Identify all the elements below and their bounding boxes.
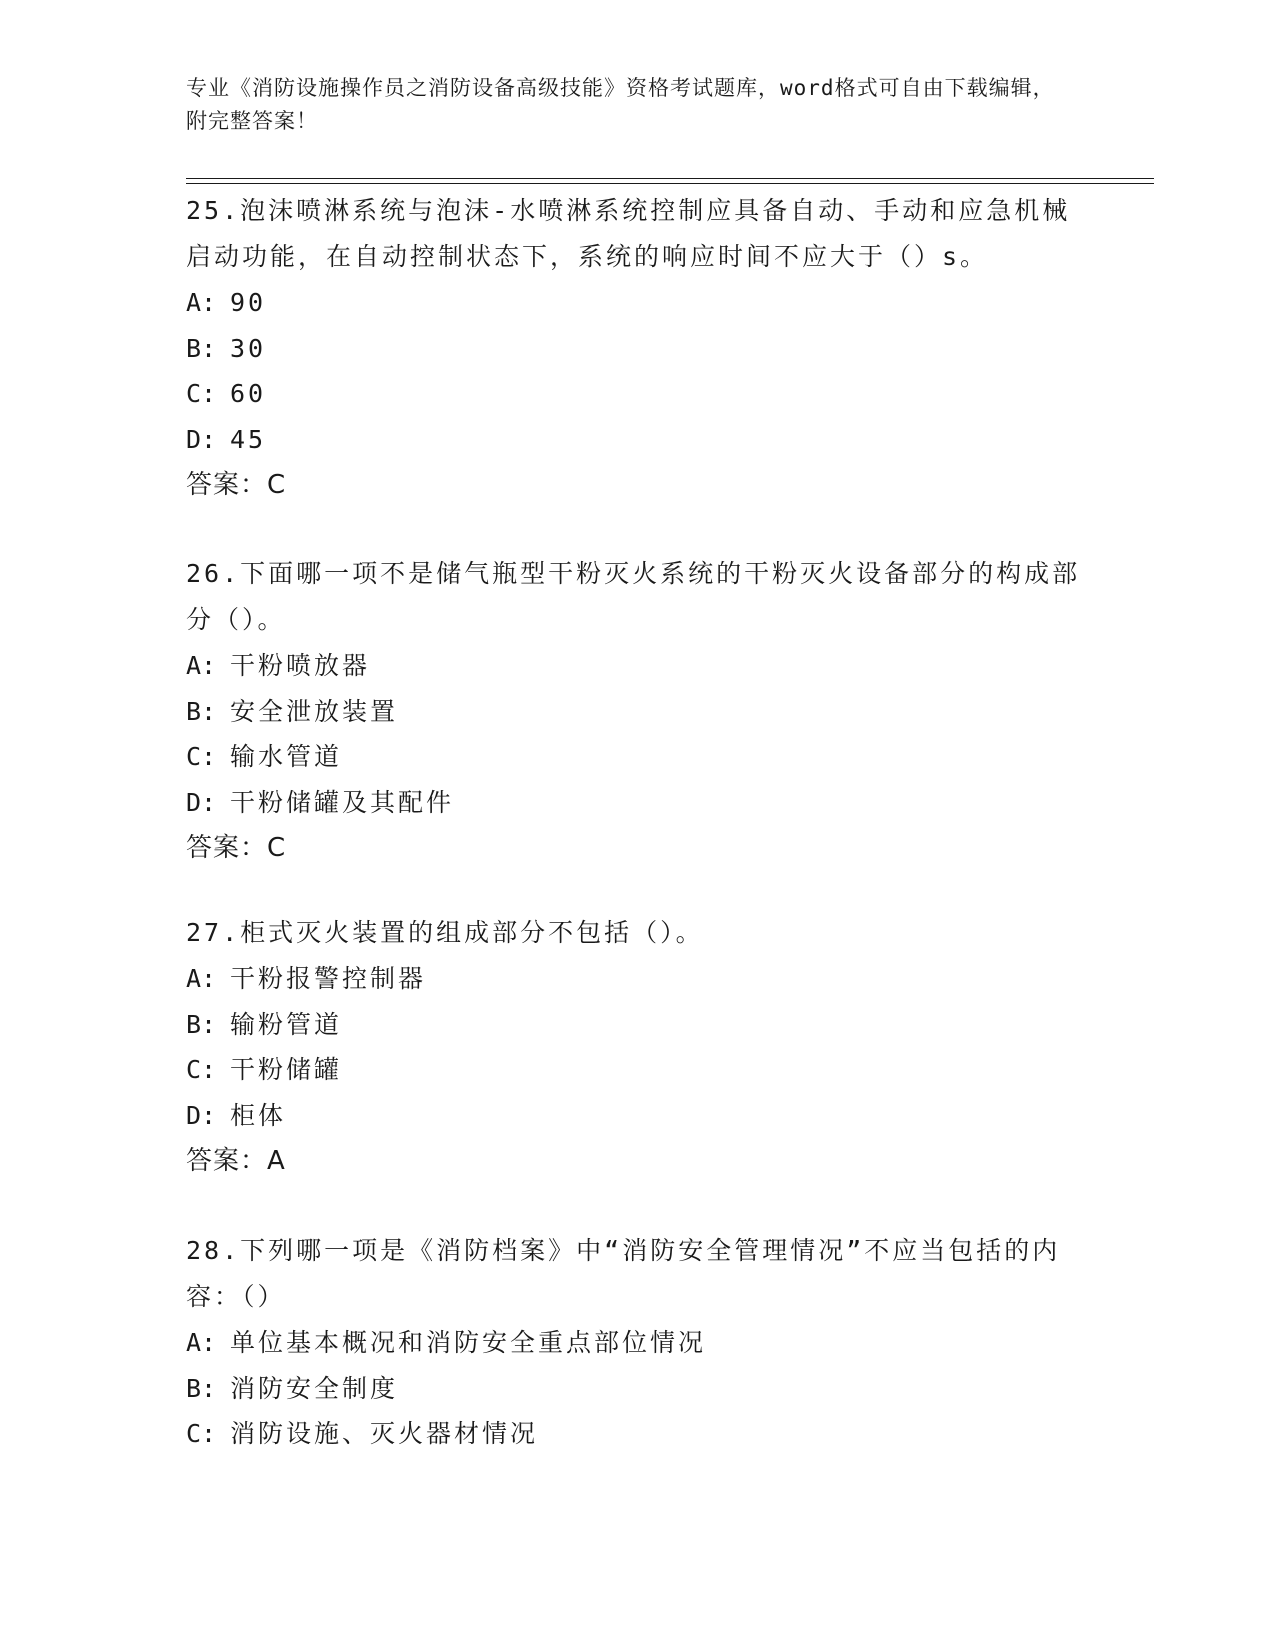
option-text: 柜体 xyxy=(230,1100,287,1130)
question-27 xyxy=(186,910,1086,1184)
option-text: 干粉喷放器 xyxy=(230,651,371,680)
answer-line xyxy=(186,1138,1086,1184)
option-letter: B: xyxy=(186,1009,217,1039)
answer-line xyxy=(186,825,1086,871)
document-header: 专业《消防设施操作员之消防设备高级技能》资格考试题库，word格式可自由下载编辑，附完整答案！ xyxy=(186,76,1055,133)
option-letter: D: xyxy=(186,1100,217,1130)
option-c xyxy=(186,1047,1086,1093)
option-a xyxy=(186,956,1086,1002)
option-letter: B: xyxy=(186,696,217,726)
option-d xyxy=(186,1093,1086,1139)
question-25 xyxy=(186,188,1086,508)
option-letter: C: xyxy=(186,379,217,408)
option-b xyxy=(186,1366,1086,1412)
option-text: 消防设施、灭火器材情况 xyxy=(230,1419,539,1448)
option-letter: A: xyxy=(186,288,217,317)
question-stem: 27.柜式灭火装置的组成部分不包括（）。 xyxy=(186,918,704,947)
option-b xyxy=(186,689,1086,735)
option-b xyxy=(186,1002,1086,1048)
option-text: 安全泄放装置 xyxy=(230,696,399,726)
answer-line xyxy=(186,462,1086,508)
option-text: 单位基本概况和消防安全重点部位情况 xyxy=(230,1328,707,1357)
option-letter: A: xyxy=(186,651,217,680)
header-divider-top xyxy=(186,178,1154,179)
header-divider-bottom xyxy=(186,183,1154,184)
answer-label: 答案： xyxy=(186,833,268,863)
answer-label: 答案： xyxy=(186,1146,268,1176)
option-c xyxy=(186,1411,1086,1457)
option-c xyxy=(186,734,1086,780)
answer-value: C xyxy=(267,833,287,863)
question-26 xyxy=(186,551,1086,871)
option-text: 30 xyxy=(230,333,267,363)
option-letter: C: xyxy=(186,1055,217,1084)
option-letter: A: xyxy=(186,964,217,993)
option-text: 输粉管道 xyxy=(230,1009,343,1039)
option-letter: B: xyxy=(186,333,217,363)
option-d xyxy=(186,780,1086,826)
option-c xyxy=(186,371,1086,417)
option-d xyxy=(186,417,1086,463)
answer-label: 答案： xyxy=(186,470,268,500)
option-letter: D: xyxy=(186,787,217,817)
question-stem: 28.下列哪一项是《消防档案》中“消防安全管理情况”不应当包括的内容：（） xyxy=(186,1236,1061,1311)
answer-value: C xyxy=(267,470,287,500)
question-stem: 26.下面哪一项不是储气瓶型干粉灭火系统的干粉灭火设备部分的构成部分（）。 xyxy=(186,559,1081,634)
option-text: 干粉报警控制器 xyxy=(230,964,427,993)
option-a xyxy=(186,280,1086,326)
answer-value: A xyxy=(267,1146,286,1176)
option-a xyxy=(186,643,1086,689)
option-letter: C: xyxy=(186,1419,217,1448)
option-b xyxy=(186,326,1086,372)
option-text: 消防安全制度 xyxy=(230,1373,399,1403)
option-text: 90 xyxy=(230,288,267,317)
option-a xyxy=(186,1320,1086,1366)
option-text: 60 xyxy=(230,379,267,408)
option-letter: C: xyxy=(186,742,217,771)
option-letter: D: xyxy=(186,424,217,454)
option-letter: A: xyxy=(186,1328,217,1357)
option-letter: B: xyxy=(186,1373,217,1403)
option-text: 干粉储罐 xyxy=(230,1055,343,1084)
option-text: 干粉储罐及其配件 xyxy=(230,787,455,817)
question-stem: 25.泡沫喷淋系统与泡沫-水喷淋系统控制应具备自动、手动和应急机械启动功能，在自动控制状态下，系统的响应时间不应大于（）s。 xyxy=(186,196,1071,271)
question-28 xyxy=(186,1228,1086,1457)
option-text: 输水管道 xyxy=(230,742,343,771)
option-text: 45 xyxy=(230,424,267,454)
